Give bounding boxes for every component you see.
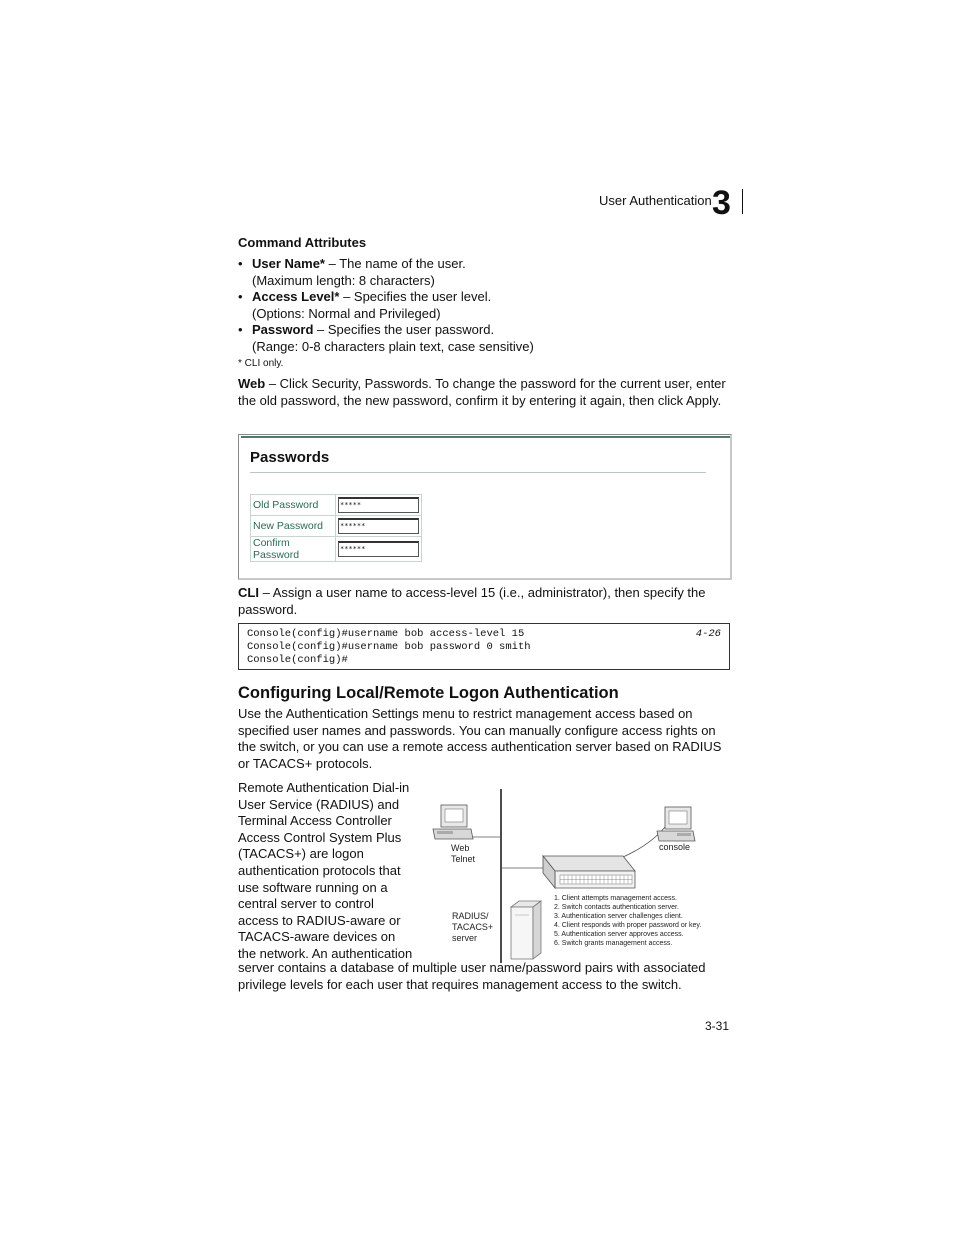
server-label-line: TACACS+ (452, 922, 494, 932)
radius-line: use software running on a (238, 879, 388, 895)
password-form (250, 494, 422, 562)
section-intro: Use the Authentication Settings menu to restrict management access based on specified user names and passwords. You can manually configure access rights on the switch, or you can use a remote access authentication server based on RADIUS or TACACS+ protocols. (238, 706, 722, 771)
command-attributes-heading: Command Attributes (238, 235, 367, 250)
radius-line: the network. An authentication (238, 945, 413, 961)
radius-line: (TACACS+) are logon (238, 846, 364, 862)
chapter-number: 3 (712, 184, 731, 222)
confirm-password-row (251, 537, 422, 562)
step-6: 6. Switch grants management access. (554, 940, 673, 947)
radius-line: Access Control System Plus (238, 829, 402, 845)
attribute-note: (Range: 0-8 characters plain text, case sensitive) (252, 338, 534, 354)
frame-top-border (241, 436, 730, 438)
cli-text: – Assign a user name to access-level 15 (i.e., administrator), then specify the password. (238, 585, 706, 617)
radius-line: Terminal Access Controller (238, 813, 392, 829)
switch-icon (543, 856, 635, 888)
old-password-row (251, 495, 422, 516)
attribute-item-user-name: • User Name* – The name of the user. (Maximum length: 8 characters) (238, 256, 738, 289)
running-header: User Authentication (599, 193, 712, 208)
new-password-row (251, 516, 422, 537)
attribute-note: (Maximum length: 8 characters) (252, 272, 435, 288)
radius-line: TACACS-aware devices on (238, 929, 396, 945)
server-label-line: server (452, 933, 478, 943)
page-number: 3-31 (705, 1019, 730, 1033)
old-password-field[interactable]: ***** (338, 497, 419, 513)
cli-label: CLI (238, 585, 259, 600)
new-password-label: New Password (251, 516, 336, 537)
telnet-label: Telnet (451, 854, 476, 864)
authentication-diagram (425, 785, 735, 967)
attribute-name: User Name* (252, 256, 325, 271)
web-label: Web (238, 376, 266, 391)
command-reference: 4-26 (695, 628, 721, 640)
radius-line: access to RADIUS-aware or (238, 912, 401, 928)
server-label-line: RADIUS/ (452, 911, 489, 921)
step-4: 4. Client responds with proper password or key. (554, 922, 702, 929)
passwords-screenshot (238, 434, 732, 580)
code-line: Console(config)#username bob access-level 15 (247, 628, 525, 640)
step-2: 2. Switch contacts authentication server. (554, 904, 679, 911)
radius-line: authentication protocols that (238, 862, 401, 878)
attribute-desc: – The name of the user. (325, 256, 466, 271)
attribute-item-access-level: • Access Level* – Specifies the user level. (Options: Normal and Privileged) (238, 289, 738, 322)
step-1: 1. Client attempts management access. (554, 895, 677, 902)
cli-paragraph (238, 585, 730, 618)
authentication-server-icon (511, 901, 541, 959)
attribute-item-password: • Password – Specifies the user password. (Range: 0-8 characters plain text, case sensitive) (238, 322, 738, 355)
attribute-note: (Options: Normal and Privileged) (252, 305, 441, 321)
web-telnet-computer-icon (433, 805, 473, 839)
radius-paragraph-tail: server contains a database of multiple user name/password pairs with associated privilege levels for each user that requires management access to the switch. (238, 960, 706, 992)
radius-paragraph (238, 780, 418, 963)
step-3: 3. Authentication server challenges client. (554, 913, 683, 920)
confirm-password-field[interactable]: ****** (338, 541, 419, 557)
attribute-desc: – Specifies the user level. (339, 289, 492, 305)
title-rule (250, 472, 706, 473)
section-heading: Configuring Local/Remote Logon Authentication (238, 684, 619, 702)
radius-line: Remote Authentication Dial-in (238, 780, 410, 795)
attribute-list (238, 256, 738, 356)
code-example (238, 623, 730, 670)
attribute-name: Access Level* (252, 289, 340, 305)
console-computer-icon (657, 807, 695, 841)
code-line: Console(config)# (247, 654, 348, 666)
new-password-field[interactable]: ****** (338, 518, 419, 534)
console-label: console (659, 842, 691, 852)
attribute-desc: – Specifies the user password. (313, 322, 495, 338)
attribute-name: Password (252, 322, 314, 338)
chapter-divider (742, 189, 743, 214)
code-line: Console(config)#username bob password 0 smith (247, 641, 531, 653)
step-5: 5. Authentication server approves access. (554, 931, 684, 938)
old-password-label: Old Password (251, 495, 336, 516)
passwords-title: Passwords (250, 449, 330, 466)
radius-line: User Service (RADIUS) and (238, 796, 400, 812)
web-text: – Click Security, Passwords. To change the password for the current user, enter the old password, the new password, confirm it by entering it again, then click Apply. (238, 376, 726, 408)
web-label: Web (451, 843, 470, 853)
web-paragraph (238, 376, 730, 409)
footnote: * CLI only. (238, 358, 284, 369)
confirm-password-label: Confirm Password (251, 537, 336, 562)
radius-line: central server to control (238, 896, 374, 912)
